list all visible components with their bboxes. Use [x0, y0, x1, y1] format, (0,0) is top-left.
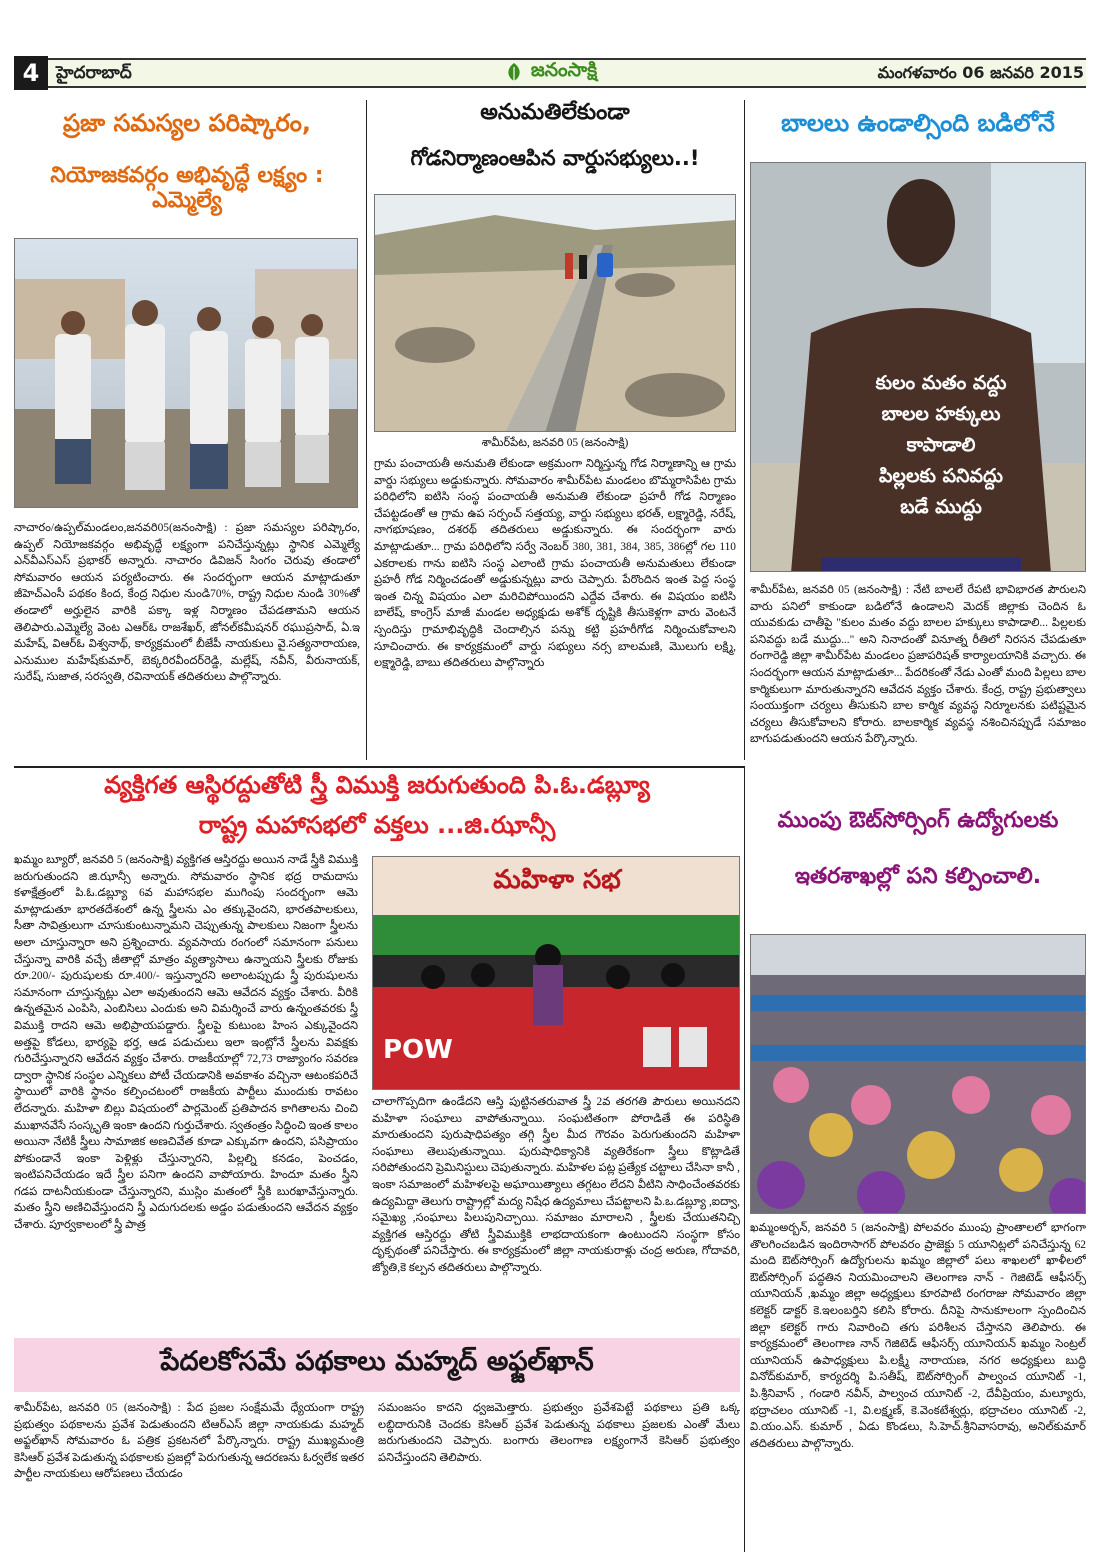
- mla-body: నాచారం/ఉప్పల్‌మండలం,జనవరి05(జనంసాక్షి) : ప్రజా సమస్యల పరిష్కారం, ఉప్పల్ నియోజకవర్గం అభివృద్ధే లక్ష్యంగా పనిచేస్తున్నట్లు స్థానిక ఎమ్మెల్యే ఎన్‌వీఎస్‌ఎస్ ప్రభాకర్ అన్నారు. నాచారం డివిజన్ సింగం చెరువు తండాలో సోమవారం ఆయన పర్యటించారు. ఈ సందర్భంగా ఆయన మాట్లాడుతూ జీహెచ్‌ఎంసీ పథకం కింద, కేంద్ర నిధుల నుండి70%, రాష్ట్ర నిధుల నుండి 30%తో తండాలో అర్హులైన వారికి పక్కా ఇళ్ల నిర్మాణం చేపడతామని ఆయన తెలిపారు.ఎమ్మెల్యే వెంట ఎఆర్‌ఓ రాజశేఖర్, జోనల్‌కమీషనర్ రఘుప్రసాద్, ఏ.ఇ మహేష్, విఆర్‌ఓ విశ్వనాథ్, కార్యక్రమంలో బీజేపీ నాయకులు వై.సత్యనారాయణ, ఎనుముల మహేష్‌కుమార్, బెక్కరిరవీందర్‌రెడ్డి, మల్లేష్, నవీన్, వీరునాయక్, సురేష్, సుజాత, సరస్వతి, రవినాయక్ తదితరులు పాల్గొన్నారు.: [14, 522, 360, 684]
- leaf-icon: [503, 61, 525, 83]
- wall-photo-image: [375, 195, 736, 432]
- outsourcing-photo: [750, 934, 1086, 1214]
- section-divider: [14, 766, 744, 768]
- column-divider: [744, 100, 745, 760]
- children-body: శామీర్‌పేట, జనవరి 05 (జనంసాక్షి) : నేటి బాలలే రేపటి భావిభారత పౌరులని వారు పనిలో కాకుండా బడిలోనే ఉండాలని మెదక్ జిల్లాకు చెందిన ఓ యువకుడు చాతీపై "కులం మతం వద్దు బాలల హక్కులు కాపాడాలి... పిల్లలకు పనివద్దు బడే ముద్దు..." అని నినాదంతో వినూత్న రీతిలో నిరసన చేపడుతూ రంగారెడ్డి జిల్లా శామీర్‌పేట మండలం ప్రజాపరిషత్ కార్యాలయానికి వచ్చారు. ఈ సందర్భంగా ఆయన మాట్లాడుతూ... పేదరికంతో నేడు ఎంతో మంది పిల్లలు బాల కార్మికులుగా మారుతున్నారని ఆవేదన వ్యక్తం చేశారు. కేంద్ర, రాష్ట్ర ప్రభుత్వాలు సంయుక్తంగా చర్యలు తీసుకుని బాల కార్మిక వ్యవస్థ నిర్మూలనకు పటిష్టమైన చర్యలు తీసుకోవాలని కోరారు. బాలకార్మిక వ్యవస్థ నశించినప్పుడే సమాజం బాగుపడుతుందని ఆయన పేర్కొన్నారు.: [750, 584, 1086, 746]
- mla-headline-line2: నియోజకవర్గం అభివృద్ధే లక్ష్యం : ఎమ్మెల్యే: [50, 163, 324, 214]
- chest-slogan-line: బాలల హక్కులు: [881, 403, 1001, 425]
- page-number: 4: [14, 56, 48, 90]
- pow-body-left: ఖమ్మం బ్యూరో, జనవరి 5 (జనంసాక్షి) వ్యక్తిగత ఆస్తిరద్దు అయిన నాడే స్త్రీకి విముక్తి జరుగుతుందని జి.ఝాన్సీ అన్నారు. సోమవారం స్థానిక భద్ర రామదాసు కళాక్షేత్రంలో పి.ఓ.డబ్ల్యూ 6వ మహాసభల ముగింపు సందర్భంగా ఆమె మాట్లాడుతూ భారతదేశంలో ఉన్న స్త్రీలను ఎం తక్కువైందని, భారతపాలకులు, సీతా సావిత్రులుగా చూసుకుంటున్నామని చెప్పుతున్న పాలకులు నిజంగా స్త్రీలను అలా చూస్తున్నారా అని ప్రశ్నించారు. వ్యవసాయ రంగంలో సమానంగా పనులు చేస్తున్నా వారికి వచ్చే జీతాల్లో మాత్రం వ్యత్యాసాలు ఉన్నాయని స్త్రీలకు రోజుకు రూ.200/- పురుషులకు రూ.400/- ఇస్తున్నారని అలాంటప్పుడు స్త్రీ పురుషులను సమానంగా చూస్తున్నట్లు ఎలా అవుతుందని ఆమె ఆవేదన వ్యక్తం చేశారు. వీరికి ఉన్నతమైన ఎంపిసి, ఎంబిసిలు ఎందుకు అని విమర్శించే వారు ఉన్నంతవరకు స్త్రీ విముక్తి రాదని ఆమె అభిప్రాయపడ్డారు. స్త్రీలపై కుటుంబ హింస ఎక్కువైందని అత్తపై కోడలు, భార్యపై భర్త, ఆడ పడుచులు ఇలా ఇంట్లోనే స్త్రీలను వివక్షకు గురిచేస్తున్నారని ఆవేదన వ్యక్తం చేశారు. రాజకీయాల్లో 72,73 రాజ్యాంగం సవరణ ద్వారా స్థానిక సంస్థల ఎన్నికలు పోటీ చేయడానికి అవకాశం వచ్చినా ఆటంకపరిచే స్థాయిలో వారికి స్థానం కల్పించటంలో రాజకీయ పార్టీలు ముందుకు రావటం లేదన్నారు. మహిళా బిల్లు విషయంలో పార్లమెంట్ ప్రతిపాదన కాగితాలను చించి ముఖానవేసే సంస్కృతి ఇంకా ఉందని గుర్తుచేశారు. స్వతంత్రం సిద్ధించి ఇంత కాలం అయినా నేటికీ స్త్రీలు సామాజిక అణచివేత కూడా ఎక్కువగా ఉందని, పసిప్రాయం పోకుండానే ఇంకా పెళ్లిళ్లు చేస్తున్నారని, పిల్లల్ని కనడం, పెంచడం, ఇంటిపనిచేయడం ఇదే స్త్రీల పనిగా ఉందని వాపోయారు. హిందూ మతం స్త్రీని గడప దాటనీయకుండా చేస్తున్నారని, ముస్లిం మతంలో స్త్రీకి బురఖావేస్తున్నారు. మతం స్త్రీని అణిచివేస్తుందని స్త్రీ ఎదుగుదలకు అడ్డం పడుతుందని ఆవేదన వ్యక్తం చేశారు. పూర్వకాలంలో స్త్రీ పాత్ర: [14, 854, 358, 1232]
- chest-slogan-line: పిల్లలకు పనివద్దు: [879, 465, 1003, 487]
- chest-slogan-line: కులం మతం వద్దు: [875, 372, 1007, 394]
- brand-name: జనంసాక్షి: [530, 58, 598, 81]
- afzal-body-left: శామీర్‌పేట, జనవరి 05 (జనంసాక్షి) : పేద ప్రజల సంక్షేమమే ధ్యేయంగా రాష్ట్ర ప్రభుత్వం పథకాలను ప్రవేశ పెడుతుందని టిఆర్‌ఎస్ జిల్లా నాయకుడు మహ్మద్ అఫ్జల్‌ఖాన్ సోమవారం ఓ పత్రిక ప్రకటనలో పేర్కొన్నారు. రాష్ట్ర ముఖ్యమంత్రి కెసిఆర్ ప్రవేశ పెడుతున్న పథకాలకు ప్రజల్లో పెరుగుతున్న ఆదరణను ఓర్వలేక ఇతర పార్టీల నాయకులు ఆరోపణలు చేయడం: [14, 1402, 364, 1481]
- pow-photo: [372, 856, 740, 1090]
- chest-slogan-line: బడే ముద్దు: [900, 496, 982, 518]
- wall-photo: [374, 194, 736, 432]
- pow-banner-sub: POW: [383, 1035, 453, 1065]
- outsourcing-headline-line1: ముంపు ఔట్‌సోర్సింగ్ ఉద్యోగులకు: [777, 808, 1059, 833]
- wall-headline-line2: గోడనిర్మాణంఆపిన వార్డుసభ్యులు..!: [410, 146, 700, 170]
- afzal-headline: పేదలకోసమే పథకాలు మహ్మద్ అఫ్జల్‌ఖాన్: [160, 1346, 594, 1377]
- chest-slogan: [841, 368, 1041, 523]
- outsourcing-body: ఖమ్మంఅర్బన్, జనవరి 5 (జనంసాక్షి) పోలవరం ముంపు ప్రాంతాలలో భాగంగా తొలగించబడిన ఇందిరాసాగర్ పోలవరం ప్రాజెక్టు 5 యూనిట్లలో పనిచేస్తున్న 62 మంది ఔట్‌సోర్సింగ్ ఉద్యోగులను ఖమ్మం జిల్లాలో పలు శాఖలలో ఖాళీలలో ఔట్‌సోర్సింగ్ పద్ధతిన నియమించాలని తెలంగాణ నాన్ - గెజిటెడ్ ఆఫీసర్స్ యూనియన్ ,ఖమ్మం జిల్లా అధ్యక్షులు కూరపాటి రంగరాజు సోమవారం జిల్లా కలెక్టర్‌ డాక్టర్ కె.ఇలంబర్తిని కలిసి కోరారు. దీనిపై సానుకూలంగా స్పందించిన జిల్లా కలెక్టర్ గారు నివారించి తగు పరిశీలన చేస్తానని తెలిపారు. ఈ కార్యక్రమంలో తెలంగాణ నాన్ గెజిటెడ్ ఆఫీసర్స్ యూనియన్ ఖమ్మం సెంట్రల్ యూనియన్ ఉపాధ్యక్షులు పి.లక్ష్మీ నారాయణ, నగర అధ్యక్షులు బుద్ధి వినోద్‌కుమార్, కార్యదర్శి పి.సతీష్, ఔట్‌సోర్సింగ్ పాల్వంచ యూనిట్ -1, పి.శ్రీనివాస్ , గండారి నవీన్, పాల్వంచ యూనిట్ -2, దేవీప్రియం, మల్యూరు, భద్రాచలం యూనిట్ -1, వి.లక్ష్మణ్, కె.వెంకటేశ్వర్లు, భద్రాచలం యూనిట్ -2, వి.యం.ఎస్. కుమార్ , ఏడు కొండలు, సి.హెచ్.శ్రీనివాసరావు, అనిల్‌కుమార్ తదితరులు పాల్గొన్నారు.: [750, 1222, 1086, 1450]
- afzal-body-right: సమంజసం కాదని ధ్వజమెత్తారు. ప్రభుత్వం ప్రవేశపెట్టే పథకాలు ప్రతి ఒక్క లబ్ధిదారునికి చెందకు కెసిఆర్ ప్రవేశ పెడుతున్న పథకాలు ప్రజలకు ఎంతో మేలు జరుగుతుందని చెప్పారు. బంగారు తెలంగాణ లక్ష్యంగానే కెసిఆర్ ప్రభుత్వం పనిచేస్తుందని తెలిపారు.: [378, 1402, 740, 1464]
- brand-logo: [470, 54, 630, 90]
- column-divider: [744, 766, 745, 1552]
- column-divider: [366, 100, 367, 760]
- outsourcing-headline-line2: ఇతరశాఖల్లో పని కల్పించాలి.: [794, 864, 1042, 889]
- wall-caption: శామీర్‌పేట, జనవరి 05 (జనంసాక్షి): [481, 437, 629, 449]
- wall-body: గ్రామ పంచాయతీ అనుమతి లేకుండా అక్రమంగా నిర్మిస్తున్న గోడ నిర్మాణాన్ని ఆ గ్రామ వార్డు సభ్యులు అడ్డుకున్నారు. సోమవారం శామీర్‌పేట మండలం బొమ్మరాసిపేట గ్రామ పరిధిలోని ఐటిసి సంస్థ పంచాయతీ అనుమతి లేకుండా ప్రహరీ గోడ నిర్మాణం చేపట్టడంతో ఆ గ్రామ ఉప సర్పంచ్ సత్తయ్య, వార్డు సభ్యులు భరత్, లక్ష్మారెడ్డి, నరేష్, నాగభూషణం, దశరథ్ తదితరులు అడ్డుకున్నారు. ఈ సందర్భంగా వారు మాట్లాడుతూ... గ్రామ పరిధిలోని సర్వే నెంబర్ 380, 381, 384, 385, 386ల్లో గల 110 ఎకరాలకు గాను ఐటిసి సంస్థ ఎలాంటి గ్రామ పంచాయతీ అనుమతులు లేకుండా ప్రహరీ గోడ నిర్మించడంతో అడ్డుకున్నట్లు వారు చెప్పారు. పేరొందిన ఇంత పెద్ద సంస్థ ఇంత చిన్న విషయం ఎలా మరిచిపోయిందని ఎద్దేవ చేశారు. ఈ విషయం ఐటిసి బాలేష్, కాంగ్రెస్ మాజీ మండల అధ్యక్షుడు అశోక్ దృష్టికి తీసుకెళ్లగా వారు వెంటనే స్పందిస్తు గ్రామాభివృద్ధికి చెందాల్సిన పన్ను కట్టి ప్రహరీగోడ నిర్మించుకోవాలని సూచించారు. ఈ కార్యక్రమంలో వార్డు సభ్యులు నర్స బాలమణి, మొలుగు లక్ష్మి, లక్ష్మారెడ్డి, బాబు తదితరులు పాల్గొన్నారు: [374, 458, 736, 670]
- children-photo: [750, 162, 1086, 572]
- pow-headline-line1: వ్యక్తిగత ఆస్థిరద్దుతోటి స్త్రీ విముక్తి జరుగుతుంది పి.ఓ.డబ్ల్యూ: [104, 771, 650, 799]
- pow-banner-title: మహిళా సభ: [493, 865, 621, 895]
- chest-slogan-line: కాపాడాలి: [906, 434, 976, 456]
- issue-date: మంగళవారం 06 జనవరి 2015: [877, 63, 1084, 82]
- children-headline: బాలలు ఉండాల్సింది బడిలోనే: [781, 109, 1055, 137]
- outsourcing-photo-image: [751, 935, 1086, 1214]
- mla-headline-line1: ప్రజా సమస్యల పరిష్కారం,: [62, 109, 312, 137]
- mla-photo-image: [15, 239, 358, 508]
- pow-body-mid: చాలాగొప్పదిగా ఉండేదని ఆస్తి పుట్టినతరువాత స్త్రీ 2వ తరగతి పౌరులు అయినదని మహిళా సంఘాలు వాపోతున్నాయి. సంఘటితంగా పోరాడితే ఈ పరిస్థితి మారుతుందని పురుషాధిపత్యం తగ్గి స్త్రీల మీద గౌరవం పెరుగుతుందని మహిళా సంఘాలు తెలుపుతున్నాయి. పురుషాధిక్యానికి వ్యతిరేకంగా స్త్రీలు కొట్లాడితే సరిపోతుందని ప్రెమినిస్టులు చెపుతున్నారు. మహిళల పట్ల ప్రత్యేక చట్టాలు చేసినా కానీ , ఇంకా సమాజంలో మహిళలపై అఘాయిత్యాలు తగ్గటం లేదని వీటిని సాధించేంతవరకు ఉద్యమిద్దా తెలుగు రాష్ట్రాల్లో మద్య నిషేధ ఉద్యమాలు చేపట్టాలని పి.ఒ.డబ్ల్యూ ,ఐద్వా, సమైఖ్య ,సంఘాలు పిలుపునిచ్చాయి. సమాజం మారాలని , స్త్రీలకు చేయుతనిచ్చి వ్యక్తిగత ఆస్తిరద్దు తోటి స్త్రీవిముక్తికి లాభదాయకంగా ఉంటుందని సంస్థగా కోసం దృక్పథంతో పనిచేస్తారు. ఈ కార్యక్రమంలో జిల్లా నాయకురాళ్లు చంద్ర అరుణ, గోదావరి, జ్యోతి,కె కల్పన తదితరులు పాల్గొన్నారు.: [372, 1096, 740, 1274]
- mla-photo: [14, 238, 358, 508]
- edition-city: హైదరాబాద్: [56, 63, 132, 83]
- wall-headline-line1: అనుమతిలేకుండా: [480, 100, 630, 125]
- pow-headline-line2: రాష్ట్ర మహాసభలో వక్తలు ...జి.ఝాన్సీ: [198, 811, 556, 839]
